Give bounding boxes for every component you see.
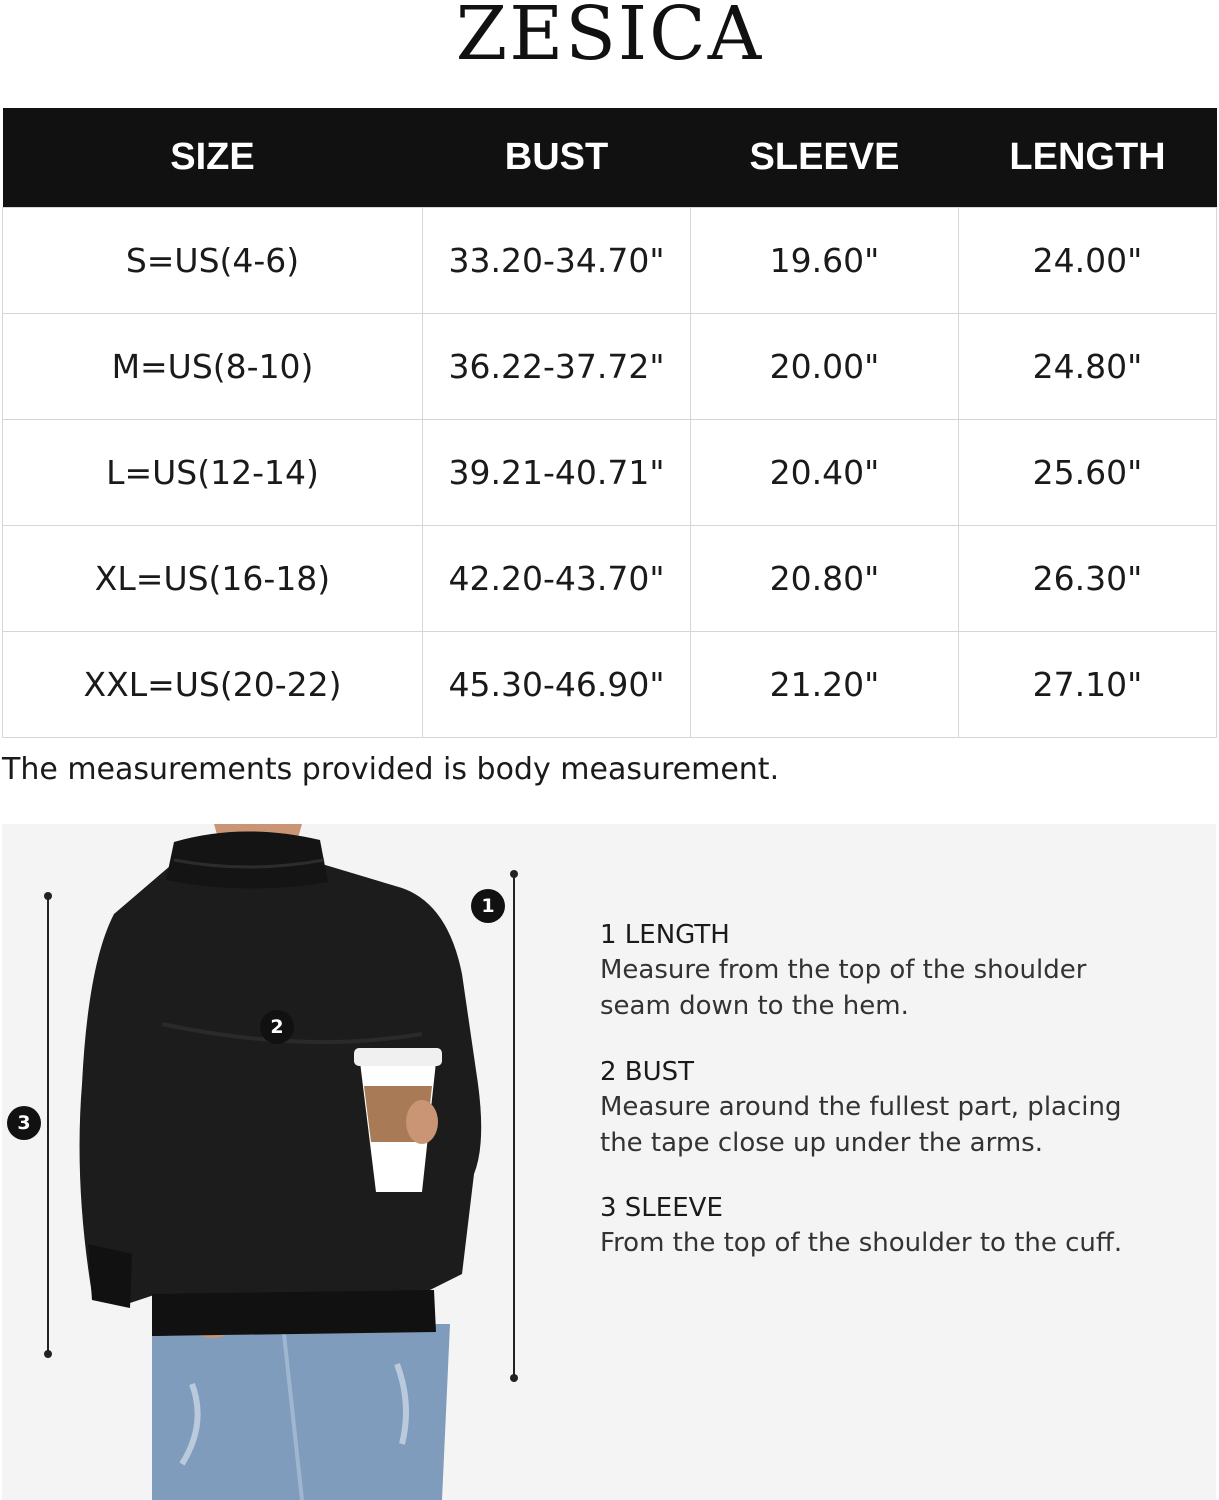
sleeve-line-bottom-dot bbox=[44, 1350, 52, 1358]
header-sleeve: SLEEVE bbox=[691, 108, 959, 208]
guide-length-desc: Measure from the top of the shoulder seam down to the hem. bbox=[600, 955, 1087, 1021]
cell-size: M=US(8-10) bbox=[3, 314, 423, 420]
brand-logo: ZESICA bbox=[455, 0, 764, 77]
cell-sleeve: 20.40" bbox=[691, 420, 959, 526]
cell-bust: 42.20-43.70" bbox=[423, 526, 691, 632]
cell-bust: 39.21-40.71" bbox=[423, 420, 691, 526]
sleeve-line-top-dot bbox=[44, 892, 52, 900]
cell-size: S=US(4-6) bbox=[3, 208, 423, 314]
length-measure-line bbox=[513, 874, 515, 1378]
guide-sleeve-title: 3 SLEEVE bbox=[600, 1193, 723, 1223]
table-row bbox=[3, 208, 1217, 314]
cell-bust: 36.22-37.72" bbox=[423, 314, 691, 420]
table-row bbox=[3, 526, 1217, 632]
cell-sleeve: 20.00" bbox=[691, 314, 959, 420]
cell-length: 25.60" bbox=[959, 420, 1217, 526]
length-line-top-dot bbox=[510, 870, 518, 878]
cell-sleeve: 19.60" bbox=[691, 208, 959, 314]
table-header-row bbox=[3, 108, 1217, 208]
cell-length: 26.30" bbox=[959, 526, 1217, 632]
cell-size: XXL=US(20-22) bbox=[3, 632, 423, 738]
guide-bust-title: 2 BUST bbox=[600, 1057, 695, 1087]
cell-length: 24.00" bbox=[959, 208, 1217, 314]
table-row bbox=[3, 420, 1217, 526]
header-bust: BUST bbox=[423, 108, 691, 208]
cell-length: 24.80" bbox=[959, 314, 1217, 420]
length-line-bottom-dot bbox=[510, 1374, 518, 1382]
cell-sleeve: 21.20" bbox=[691, 632, 959, 738]
header-size: SIZE bbox=[3, 108, 423, 208]
header-length: LENGTH bbox=[959, 108, 1217, 208]
guide-sleeve-desc: From the top of the shoulder to the cuff. bbox=[600, 1228, 1123, 1258]
cell-bust: 33.20-34.70" bbox=[423, 208, 691, 314]
cell-size: L=US(12-14) bbox=[3, 420, 423, 526]
cell-size: XL=US(16-18) bbox=[3, 526, 423, 632]
guide-length-title: 1 LENGTH bbox=[600, 920, 730, 950]
sleeve-marker: 3 bbox=[7, 1106, 41, 1140]
cell-length: 27.10" bbox=[959, 632, 1217, 738]
sleeve-measure-line bbox=[47, 896, 49, 1354]
guide-bust bbox=[600, 1055, 1200, 1161]
guide-sleeve bbox=[600, 1191, 1200, 1261]
guide-length bbox=[600, 918, 1200, 1024]
cell-sleeve: 20.80" bbox=[691, 526, 959, 632]
bust-marker: 2 bbox=[260, 1010, 294, 1044]
cell-bust: 45.30-46.90" bbox=[423, 632, 691, 738]
measuring-guide-panel bbox=[2, 824, 1216, 1500]
table-row bbox=[3, 314, 1217, 420]
sweater-model-illustration bbox=[2, 824, 602, 1500]
table-row bbox=[3, 632, 1217, 738]
measurement-note: The measurements provided is body measurement. bbox=[2, 752, 780, 787]
size-chart-table bbox=[2, 108, 1217, 738]
guide-bust-desc: Measure around the fullest part, placing the tape close up under the arms. bbox=[600, 1092, 1122, 1158]
length-marker: 1 bbox=[471, 889, 505, 923]
